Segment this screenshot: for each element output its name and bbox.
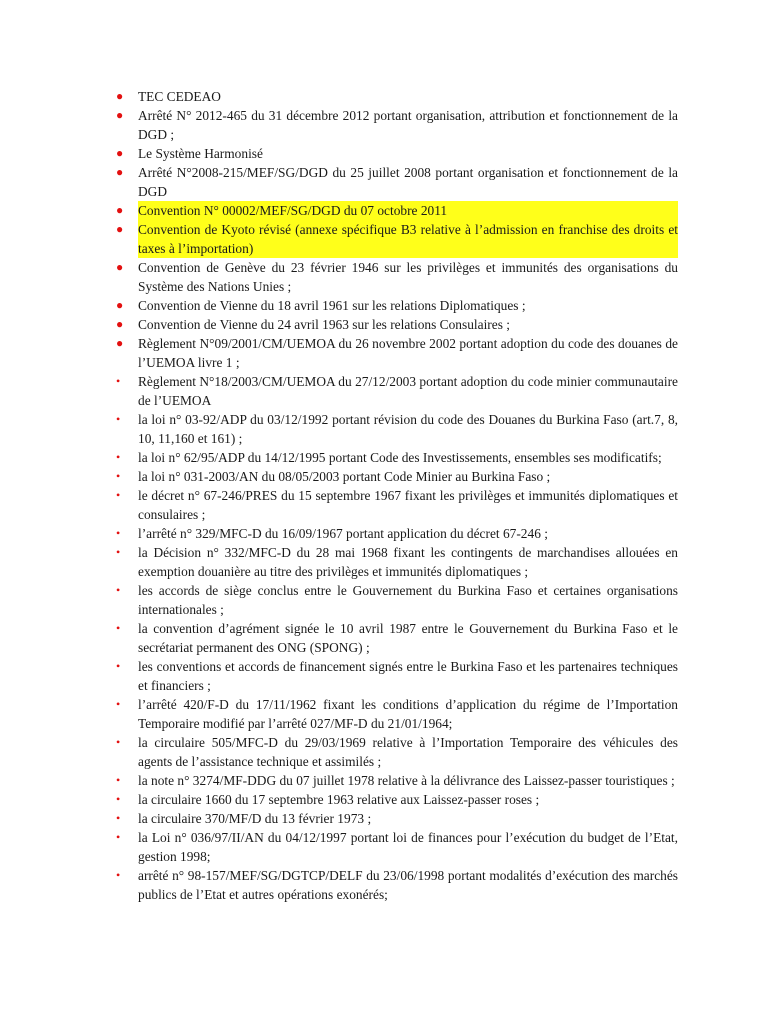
bullet-icon: ● (116, 298, 124, 312)
list-item (112, 410, 678, 448)
list-item (112, 201, 678, 220)
list-item (112, 809, 678, 828)
list-item-text: la Décision n° 332/MFC-D du 28 mai 1968 fixant les contingents de marchandises allouées en exemption douanière au titre des privilèges et immunités diplomatiques ; (138, 545, 678, 579)
bullet-icon: • (116, 659, 121, 673)
bullet-icon: • (116, 868, 121, 882)
list-item-text: la note n° 3274/MF-DDG du 07 juillet 1978 relative à la délivrance des Laissez-passer touristiques ; (138, 773, 675, 788)
list-item-text: la loi n° 03-92/ADP du 03/12/1992 portant révision du code des Douanes du Burkina Faso (art.7, 8, 10, 11,160 et 161) ; (138, 412, 678, 446)
bullet-icon: ● (116, 260, 124, 274)
list-item (112, 524, 678, 543)
list-item (112, 657, 678, 695)
list-item (112, 771, 678, 790)
list-item (112, 87, 678, 106)
bullet-icon: • (116, 526, 121, 540)
list-item-text-highlighted: Convention N° 00002/MEF/SG/DGD du 07 octobre 2011 (138, 201, 678, 220)
list-item-text: Convention de Vienne du 24 avril 1963 sur les relations Consulaires ; (138, 317, 510, 332)
bullet-icon: • (116, 374, 121, 388)
list-item (112, 790, 678, 809)
list-item-text: Convention de Genève du 23 février 1946 sur les privilèges et immunités des organisations du Système des Nations Unies ; (138, 260, 678, 294)
bullet-icon: • (116, 697, 121, 711)
list-item (112, 448, 678, 467)
list-item-text-highlighted: Convention de Kyoto révisé (annexe spécifique B3 relative à l’admission en franchise des droits et taxes à l’importation) (138, 222, 678, 256)
bullet-icon: • (116, 830, 121, 844)
list-item (112, 163, 678, 201)
bullet-icon: ● (116, 146, 124, 160)
bullet-icon: ● (116, 89, 124, 103)
list-item (112, 866, 678, 904)
list-item (112, 334, 678, 372)
list-item-text: Le Système Harmonisé (138, 146, 263, 161)
bullet-icon: • (116, 735, 121, 749)
list-item-text: l’arrêté n° 329/MFC-D du 16/09/1967 portant application du décret 67-246 ; (138, 526, 548, 541)
list-item (112, 733, 678, 771)
list-item-text: Arrêté N° 2012-465 du 31 décembre 2012 portant organisation, attribution et fonctionnement de la DGD ; (138, 108, 678, 142)
bullet-icon: • (116, 412, 121, 426)
list-item-text: TEC CEDEAO (138, 89, 221, 104)
bullet-icon: • (116, 583, 121, 597)
list-item-text: la loi n° 62/95/ADP du 14/12/1995 portant Code des Investissements, ensembles ses modificatifs; (138, 450, 662, 465)
bullet-icon: ● (116, 317, 124, 331)
list-item-text: arrêté n° 98-157/MEF/SG/DGTCP/DELF du 23/06/1998 portant modalités d’exécution des marchés publics de l’Etat et autres opérations exonérés; (138, 868, 678, 902)
list-item-text: le décret n° 67-246/PRES du 15 septembre 1967 fixant les privilèges et immunités diplomatiques et consulaires ; (138, 488, 678, 522)
list-item (112, 695, 678, 733)
bullet-icon: • (116, 811, 121, 825)
list-item-text: la circulaire 505/MFC-D du 29/03/1969 relative à l’Importation Temporaire des véhicules des agents de l’assistance technique et assimilés ; (138, 735, 678, 769)
list-item-text: l’arrêté 420/F-D du 17/11/1962 fixant les conditions d’application du régime de l’Importation Temporaire modifié par l’arrêté 027/MF-D du 21/01/1964; (138, 697, 678, 731)
list-item (112, 372, 678, 410)
list-item (112, 258, 678, 296)
bullet-icon: • (116, 545, 121, 559)
list-item-text: les conventions et accords de financement signés entre le Burkina Faso et les partenaires techniques et financiers ; (138, 659, 678, 693)
list-item (112, 619, 678, 657)
list-item-text: la circulaire 1660 du 17 septembre 1963 relative aux Laissez-passer roses ; (138, 792, 540, 807)
list-item-text: la circulaire 370/MF/D du 13 février 1973 ; (138, 811, 372, 826)
list-item-text: la convention d’agrément signée le 10 avril 1987 entre le Gouvernement du Burkina Faso et le secrétariat permanent des ONG (SPONG) ; (138, 621, 678, 655)
list-item-text: Arrêté N°2008-215/MEF/SG/DGD du 25 juillet 2008 portant organisation et fonctionnement de la DGD (138, 165, 678, 199)
bullet-icon: • (116, 621, 121, 635)
list-item (112, 581, 678, 619)
bullet-icon: ● (116, 222, 124, 236)
bullet-icon: ● (116, 165, 124, 179)
bullet-icon: ● (116, 336, 124, 350)
bullet-icon: • (116, 469, 121, 483)
list-item-text: la loi n° 031-2003/AN du 08/05/2003 portant Code Minier au Burkina Faso ; (138, 469, 551, 484)
list-item (112, 315, 678, 334)
list-item-text: Règlement N°18/2003/CM/UEMOA du 27/12/2003 portant adoption du code minier communautaire de l’UEMOA (138, 374, 678, 408)
bullet-icon: ● (116, 108, 124, 122)
list-item-text: la Loi n° 036/97/II/AN du 04/12/1997 portant loi de finances pour l’exécution du budget de l’Etat, gestion 1998; (138, 830, 678, 864)
bullet-icon: • (116, 450, 121, 464)
list-item-text: Convention de Vienne du 18 avril 1961 sur les relations Diplomatiques ; (138, 298, 526, 313)
list-item (112, 543, 678, 581)
list-item (112, 106, 678, 144)
bullet-icon: ● (116, 203, 124, 217)
list-item (112, 467, 678, 486)
bullet-icon: • (116, 488, 121, 502)
list-item (112, 296, 678, 315)
list-item (112, 144, 678, 163)
bullet-icon: • (116, 773, 121, 787)
list-item (112, 828, 678, 866)
legal-references-list (112, 87, 678, 904)
list-item-text: Règlement N°09/2001/CM/UEMOA du 26 novembre 2002 portant adoption du code des douanes de l’UEMOA livre 1 ; (138, 336, 678, 370)
list-item-text: les accords de siège conclus entre le Gouvernement du Burkina Faso et certaines organisations internationales ; (138, 583, 678, 617)
bullet-icon: • (116, 792, 121, 806)
list-item (112, 486, 678, 524)
list-item (112, 220, 678, 258)
